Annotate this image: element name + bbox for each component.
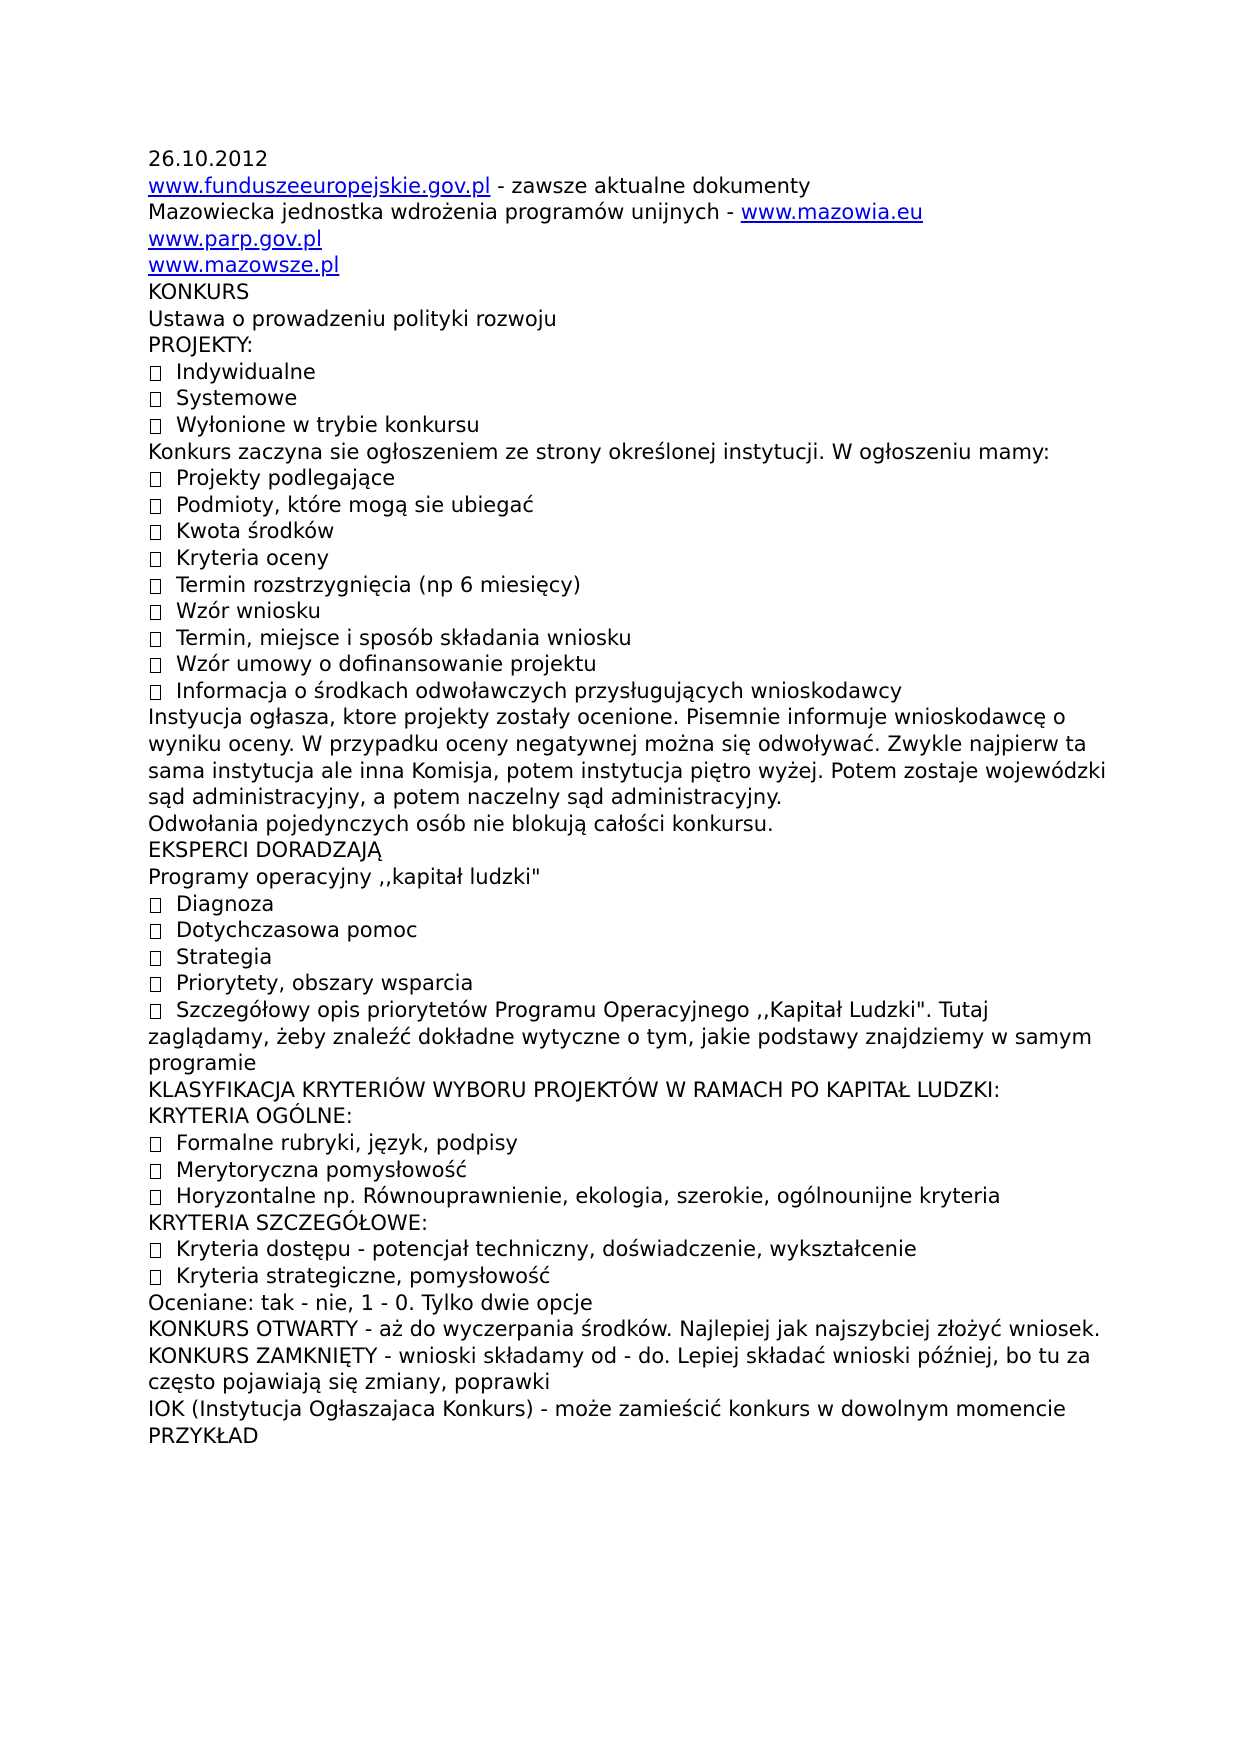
zamkniety-paragraph: KONKURS ZAMKNIĘTY - wnioski składamy od - do. Lepiej składać wnioski później, bo tu za często pojawiają się zmiany, poprawki <box>148 1343 1098 1395</box>
ogloszenie-list <box>148 465 1108 704</box>
szczegolowe-heading: KRYTERIA SZCZEGÓŁOWE: <box>148 1210 429 1235</box>
bullet-box-icon <box>150 977 161 992</box>
bullet-box-icon <box>150 685 161 700</box>
mazowsze-line <box>148 252 1108 279</box>
fundusze-description: - zawsze aktualne dokumenty <box>490 173 811 198</box>
list-item: Kryteria oceny <box>148 545 1108 572</box>
fundusze-line <box>148 173 1108 200</box>
list-item: Informacja o środkach odwoławczych przysługujących wnioskodawcy <box>148 678 1108 705</box>
bullet-box-icon <box>150 658 161 673</box>
bullet-box-icon <box>150 1243 161 1258</box>
bullet-box-icon <box>150 499 161 514</box>
mazowia-line <box>148 199 1108 226</box>
bullet-box-icon <box>150 552 161 567</box>
bullet-box-icon <box>150 472 161 487</box>
list-item: Systemowe <box>148 385 1108 412</box>
instytucja-paragraph: Instyucja ogłasza, ktore projekty zostały ocenione. Pisemnie informuje wnioskodawcę o wyniku oceny. W przypadku oceny negatywnej można się odwoływać. Zwykle najpierw ta sama instytucja ale inna Komisja, potem instytucja piętro wyżej. Potem zostaje wojewódzki sąd administracyjny, a potem naczelny sąd administracyjny. <box>148 705 1113 810</box>
list-item: Merytoryczna pomysłowość <box>148 1157 1108 1184</box>
szczegolowe-list <box>148 1236 1108 1289</box>
bullet-box-icon <box>150 898 161 913</box>
mazowia-prefix: Mazowiecka jednostka wdrożenia programów unijnych - <box>148 200 741 225</box>
mazowsze-link[interactable]: www.mazowsze.pl <box>148 253 340 278</box>
bullet-box-icon <box>150 392 161 407</box>
parp-link[interactable]: www.parp.gov.pl <box>148 226 322 251</box>
mazowia-link[interactable]: www.mazowia.eu <box>740 200 923 225</box>
list-item-wrapped: Szczegółowy opis priorytetów Programu Operacyjnego ,,Kapitał Ludzki". Tutaj zaglądamy, żeby znaleźć dokładne wytyczne o tym, jakie podstawy znajdziemy w samym programie <box>148 998 1099 1076</box>
list-item: Termin rozstrzygnięcia (np 6 miesięcy) <box>148 572 1108 599</box>
bullet-box-icon <box>150 1270 161 1285</box>
bullet-box-icon <box>150 605 161 620</box>
list-item: Kryteria dostępu - potencjał techniczny, doświadczenie, wykształcenie <box>148 1236 1108 1263</box>
projekty-heading: PROJEKTY: <box>148 333 254 358</box>
list-item: Diagnoza <box>148 891 1108 918</box>
fundusze-link[interactable]: www.funduszeeuropejskie.gov.pl <box>148 173 491 198</box>
konkurs-heading: KONKURS <box>148 279 250 304</box>
ogolne-list <box>148 1130 1108 1210</box>
bullet-box-icon <box>150 1190 161 1205</box>
list-item: Termin, miejsce i sposób składania wniosku <box>148 625 1108 652</box>
bullet-box-icon <box>150 366 161 381</box>
oceniane-paragraph: Oceniane: tak - nie, 1 - 0. Tylko dwie opcje <box>148 1290 593 1315</box>
projekty-list <box>148 359 1108 439</box>
bullet-box-icon <box>150 924 161 939</box>
klasyfikacja-heading: KLASYFIKACJA KRYTERIÓW WYBORU PROJEKTÓW W RAMACH PO KAPITAŁ LUDZKI: <box>148 1077 1001 1102</box>
list-item: Wyłonione w trybie konkursu <box>148 412 1108 439</box>
iok-paragraph: IOK (Instytucja Ogłaszajaca Konkurs) - może zamieścić konkurs w dowolnym momencie <box>148 1396 1066 1421</box>
list-item: Priorytety, obszary wsparcia <box>148 970 1108 997</box>
programy-paragraph: Programy operacyjny ,,kapitał ludzki" <box>148 865 541 890</box>
ogolne-heading: KRYTERIA OGÓLNE: <box>148 1104 353 1129</box>
bullet-box-icon <box>150 951 161 966</box>
bullet-box-icon <box>150 632 161 647</box>
otwarty-paragraph: KONKURS OTWARTY - aż do wyczerpania środków. Najlepiej jak najszybciej złożyć wniosek. <box>148 1317 1101 1342</box>
eksperci-heading: EKSPERCI DORADZAJĄ <box>148 838 382 863</box>
bullet-box-icon <box>150 525 161 540</box>
list-item: Podmioty, które mogą sie ubiegać <box>148 492 1108 519</box>
list-item: Formalne rubryki, język, podpisy <box>148 1130 1108 1157</box>
list-item: Indywidualne <box>148 359 1108 386</box>
list-item: Kryteria strategiczne, pomysłowość <box>148 1263 1108 1290</box>
list-item: Wzór umowy o dofinansowanie projektu <box>148 651 1108 678</box>
bullet-box-icon <box>150 1164 161 1179</box>
ogloszenie-paragraph: Konkurs zaczyna sie ogłoszeniem ze strony określonej instytucji. W ogłoszeniu mamy: <box>148 439 1050 464</box>
list-item: Wzór wniosku <box>148 598 1108 625</box>
document-date: 26.10.2012 <box>148 147 269 171</box>
bullet-box-icon <box>150 1004 161 1019</box>
list-item: Dotychczasowa pomoc <box>148 917 1108 944</box>
bullet-box-icon <box>150 579 161 594</box>
ustawa-line: Ustawa o prowadzeniu polityki rozwoju <box>148 306 557 331</box>
parp-line <box>148 226 1108 253</box>
programy-list <box>148 891 1108 997</box>
list-item: Strategia <box>148 944 1108 971</box>
przyklad-heading: PRZYKŁAD <box>148 1423 259 1448</box>
list-item: Projekty podlegające <box>148 465 1108 492</box>
list-item: Kwota środków <box>148 518 1108 545</box>
bullet-box-icon <box>150 1137 161 1152</box>
odwolania-paragraph: Odwołania pojedynczych osób nie blokują całości konkursu. <box>148 811 774 836</box>
document-page <box>148 146 1113 1449</box>
bullet-box-icon <box>150 419 161 434</box>
list-item: Horyzontalne np. Równouprawnienie, ekologia, szerokie, ogólnounijne kryteria <box>148 1183 1108 1210</box>
